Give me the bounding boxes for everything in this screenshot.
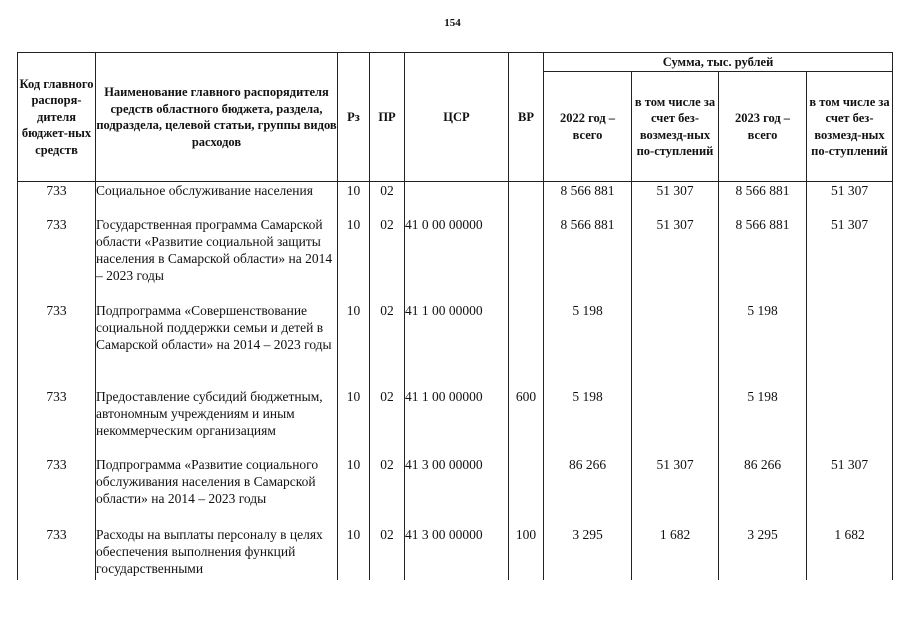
header-2023-free: в том числе за счет без-возмезд-ных по-ступлений <box>807 72 893 182</box>
cell-2022-total: 86 266 <box>544 456 632 526</box>
header-2022-free: в том числе за счет без-возмезд-ных по-ступлений <box>632 72 719 182</box>
cell-2022-free <box>632 302 719 388</box>
cell-rz: 10 <box>338 526 370 580</box>
cell-rz: 10 <box>338 216 370 302</box>
cell-csr: 41 1 00 00000 <box>405 302 509 388</box>
cell-code: 733 <box>18 526 96 580</box>
cell-2023-free: 1 682 <box>807 526 893 580</box>
cell-vr: 600 <box>509 388 544 456</box>
header-rz: Рз <box>338 53 370 182</box>
cell-2022-free: 51 307 <box>632 456 719 526</box>
budget-table <box>17 52 893 580</box>
cell-csr: 41 1 00 00000 <box>405 388 509 456</box>
cell-2023-free <box>807 302 893 388</box>
cell-vr <box>509 456 544 526</box>
cell-2022-total: 5 198 <box>544 388 632 456</box>
cell-2023-total: 8 566 881 <box>719 216 807 302</box>
cell-csr: 41 0 00 00000 <box>405 216 509 302</box>
cell-code: 733 <box>18 388 96 456</box>
cell-2023-total: 5 198 <box>719 302 807 388</box>
cell-2023-free: 51 307 <box>807 216 893 302</box>
table-row <box>18 216 893 302</box>
cell-2022-free <box>632 388 719 456</box>
cell-csr: 41 3 00 00000 <box>405 456 509 526</box>
header-code: Код главного распоря-дителя бюджет-ных средств <box>18 53 96 182</box>
cell-pr: 02 <box>370 456 405 526</box>
cell-code: 733 <box>18 456 96 526</box>
table-row <box>18 182 893 217</box>
table-row <box>18 526 893 580</box>
cell-2023-total: 5 198 <box>719 388 807 456</box>
cell-2022-free: 51 307 <box>632 216 719 302</box>
cell-rz: 10 <box>338 302 370 388</box>
cell-code: 733 <box>18 216 96 302</box>
cell-2023-total: 8 566 881 <box>719 182 807 217</box>
cell-2023-total: 3 295 <box>719 526 807 580</box>
cell-rz: 10 <box>338 388 370 456</box>
header-sum-group: Сумма, тыс. рублей <box>544 53 893 72</box>
cell-code: 733 <box>18 302 96 388</box>
cell-2023-free: 51 307 <box>807 456 893 526</box>
table-row <box>18 456 893 526</box>
header-2022-total: 2022 год – всего <box>544 72 632 182</box>
cell-rz: 10 <box>338 182 370 217</box>
cell-name: Предоставление субсидий бюджетным, автономным учреждениям и иным некоммерческим организациям <box>96 388 338 456</box>
cell-2023-free <box>807 388 893 456</box>
header-name: Наименование главного распорядителя средств областного бюджета, раздела, подраздела, целевой статьи, группы видов расходов <box>96 53 338 182</box>
cell-2022-free: 51 307 <box>632 182 719 217</box>
cell-pr: 02 <box>370 302 405 388</box>
cell-2022-total: 3 295 <box>544 526 632 580</box>
cell-vr <box>509 182 544 217</box>
cell-name: Государственная программа Самарской области «Развитие социальной защиты населения в Самарской области» на 2014 – 2023 годы <box>96 216 338 302</box>
cell-2022-free: 1 682 <box>632 526 719 580</box>
table-row <box>18 388 893 456</box>
cell-pr: 02 <box>370 526 405 580</box>
cell-vr <box>509 302 544 388</box>
cell-name: Подпрограмма «Развитие социального обслуживания населения в Самарской области» на 2014 – 2023 годы <box>96 456 338 526</box>
cell-csr <box>405 182 509 217</box>
cell-pr: 02 <box>370 388 405 456</box>
page-number: 154 <box>444 17 461 29</box>
cell-2022-total: 8 566 881 <box>544 182 632 217</box>
table-row <box>18 302 893 388</box>
cell-name: Расходы на выплаты персоналу в целях обеспечения выполнения функций государственными <box>96 526 338 580</box>
cell-name: Социальное обслуживание населения <box>96 182 338 217</box>
header-2023-total: 2023 год – всего <box>719 72 807 182</box>
cell-rz: 10 <box>338 456 370 526</box>
cell-pr: 02 <box>370 216 405 302</box>
cell-2023-total: 86 266 <box>719 456 807 526</box>
cell-csr: 41 3 00 00000 <box>405 526 509 580</box>
header-vr: ВР <box>509 53 544 182</box>
cell-code: 733 <box>18 182 96 217</box>
cell-name: Подпрограмма «Совершенствование социальной поддержки семьи и детей в Самарской области» на 2014 – 2023 годы <box>96 302 338 388</box>
cell-vr: 100 <box>509 526 544 580</box>
header-pr: ПР <box>370 53 405 182</box>
cell-vr <box>509 216 544 302</box>
cell-pr: 02 <box>370 182 405 217</box>
cell-2023-free: 51 307 <box>807 182 893 217</box>
header-csr: ЦСР <box>405 53 509 182</box>
cell-2022-total: 5 198 <box>544 302 632 388</box>
cell-2022-total: 8 566 881 <box>544 216 632 302</box>
